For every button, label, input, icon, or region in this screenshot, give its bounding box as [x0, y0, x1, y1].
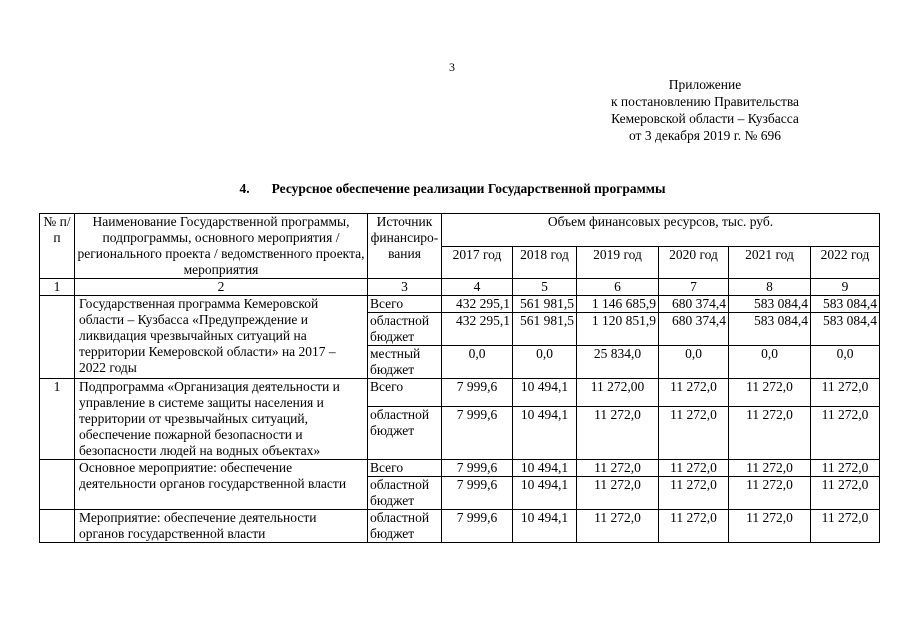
funding-source: областной бюджет — [368, 510, 442, 543]
amount-cell: 11 272,00 — [577, 379, 659, 407]
amount-cell: 1 146 685,9 — [577, 296, 659, 313]
funding-source: Всего — [368, 460, 442, 477]
header-year: 2017 год — [442, 246, 513, 279]
column-number: 1 — [40, 279, 75, 296]
amount-cell: 432 295,1 — [442, 296, 513, 313]
amount-cell: 11 272,0 — [729, 379, 811, 407]
header-year: 2021 год — [729, 246, 811, 279]
header-year: 2019 год — [577, 246, 659, 279]
page-number: 3 — [449, 60, 455, 74]
amount-cell: 11 272,0 — [811, 460, 880, 477]
amount-cell: 10 494,1 — [513, 406, 577, 459]
amount-cell: 7 999,6 — [442, 460, 513, 477]
amount-cell: 11 272,0 — [811, 510, 880, 543]
row-number — [40, 296, 75, 379]
column-number: 8 — [729, 279, 811, 296]
amount-cell: 561 981,5 — [513, 296, 577, 313]
amount-cell: 10 494,1 — [513, 460, 577, 477]
amount-cell: 1 120 851,9 — [577, 313, 659, 346]
amount-cell: 11 272,0 — [729, 406, 811, 459]
item-name: Основное мероприятие: обеспечение деятельности органов государственной власти — [75, 460, 368, 510]
table-row — [40, 379, 880, 407]
column-number: 9 — [811, 279, 880, 296]
appendix-line: к постановлению Правительства — [610, 94, 800, 109]
amount-cell: 0,0 — [442, 346, 513, 379]
amount-cell: 11 272,0 — [729, 477, 811, 510]
item-name: Мероприятие: обеспечение деятельности органов государственной власти — [75, 510, 368, 543]
section-heading — [0, 181, 905, 197]
appendix-line: от 3 декабря 2019 г. № 696 — [628, 128, 782, 143]
row-number — [40, 510, 75, 543]
appendix-block — [585, 76, 825, 144]
amount-cell: 10 494,1 — [513, 379, 577, 407]
amount-cell: 0,0 — [659, 346, 729, 379]
column-number: 4 — [442, 279, 513, 296]
column-number: 2 — [75, 279, 368, 296]
header-year: 2020 год — [659, 246, 729, 279]
table-row — [40, 296, 880, 313]
header-year: 2018 год — [513, 246, 577, 279]
amount-cell: 561 981,5 — [513, 313, 577, 346]
amount-cell: 11 272,0 — [659, 406, 729, 459]
header-name: Наименование Государственной программы, подпрограммы, основного мероприятия / регионального проекта / ведомственного проекта, мероприятия — [75, 214, 368, 279]
appendix-line: Приложение — [668, 77, 742, 92]
section-title: Ресурсное обеспечение реализации Государственной программы — [271, 181, 666, 196]
amount-cell: 11 272,0 — [729, 460, 811, 477]
amount-cell: 680 374,4 — [659, 313, 729, 346]
header-source: Источник финансиро-вания — [368, 214, 442, 279]
funding-source: областной бюджет — [368, 406, 442, 459]
table-row — [40, 510, 880, 543]
amount-cell: 11 272,0 — [659, 510, 729, 543]
resource-table — [39, 213, 880, 543]
header-row — [40, 214, 880, 247]
amount-cell: 0,0 — [513, 346, 577, 379]
header-volume: Объем финансовых ресурсов, тыс. руб. — [442, 214, 880, 247]
column-number: 7 — [659, 279, 729, 296]
funding-source: Всего — [368, 296, 442, 313]
funding-source: областной бюджет — [368, 313, 442, 346]
funding-source: местный бюджет — [368, 346, 442, 379]
item-name: Государственная программа Кемеровской области – Кузбасса «Предупреждение и ликвидация чрезвычайных ситуаций на территории Кемеровской области» на 2017 – 2022 годы — [75, 296, 368, 379]
amount-cell: 11 272,0 — [577, 510, 659, 543]
amount-cell: 11 272,0 — [659, 379, 729, 407]
column-number-row — [40, 279, 880, 296]
column-number: 6 — [577, 279, 659, 296]
amount-cell: 11 272,0 — [659, 460, 729, 477]
amount-cell: 7 999,6 — [442, 406, 513, 459]
amount-cell: 25 834,0 — [577, 346, 659, 379]
amount-cell: 680 374,4 — [659, 296, 729, 313]
amount-cell: 11 272,0 — [577, 477, 659, 510]
section-number: 4. — [239, 181, 250, 196]
amount-cell: 432 295,1 — [442, 313, 513, 346]
row-number: 1 — [40, 379, 75, 460]
amount-cell: 10 494,1 — [513, 510, 577, 543]
amount-cell: 583 084,4 — [729, 313, 811, 346]
column-number: 3 — [368, 279, 442, 296]
header-year: 2022 год — [811, 246, 880, 279]
amount-cell: 0,0 — [811, 346, 880, 379]
amount-cell: 7 999,6 — [442, 379, 513, 407]
amount-cell: 11 272,0 — [577, 406, 659, 459]
amount-cell: 583 084,4 — [811, 313, 880, 346]
table-row — [40, 460, 880, 477]
amount-cell: 10 494,1 — [513, 477, 577, 510]
funding-source: областной бюджет — [368, 477, 442, 510]
amount-cell: 11 272,0 — [659, 477, 729, 510]
row-number — [40, 460, 75, 510]
amount-cell: 11 272,0 — [811, 379, 880, 407]
amount-cell: 11 272,0 — [729, 510, 811, 543]
amount-cell: 11 272,0 — [811, 406, 880, 459]
amount-cell: 11 272,0 — [577, 460, 659, 477]
funding-source: Всего — [368, 379, 442, 407]
amount-cell: 7 999,6 — [442, 477, 513, 510]
amount-cell: 583 084,4 — [729, 296, 811, 313]
column-number: 5 — [513, 279, 577, 296]
amount-cell: 11 272,0 — [811, 477, 880, 510]
item-name: Подпрограмма «Организация деятельности и управление в системе защиты населения и территории от чрезвычайных ситуаций, обеспечение пожарной безопасности и безопасности людей на водных объектах» — [75, 379, 368, 460]
amount-cell: 583 084,4 — [811, 296, 880, 313]
amount-cell: 7 999,6 — [442, 510, 513, 543]
header-num: № п/п — [40, 214, 75, 279]
amount-cell: 0,0 — [729, 346, 811, 379]
appendix-line: Кемеровской области – Кузбасса — [611, 111, 799, 126]
